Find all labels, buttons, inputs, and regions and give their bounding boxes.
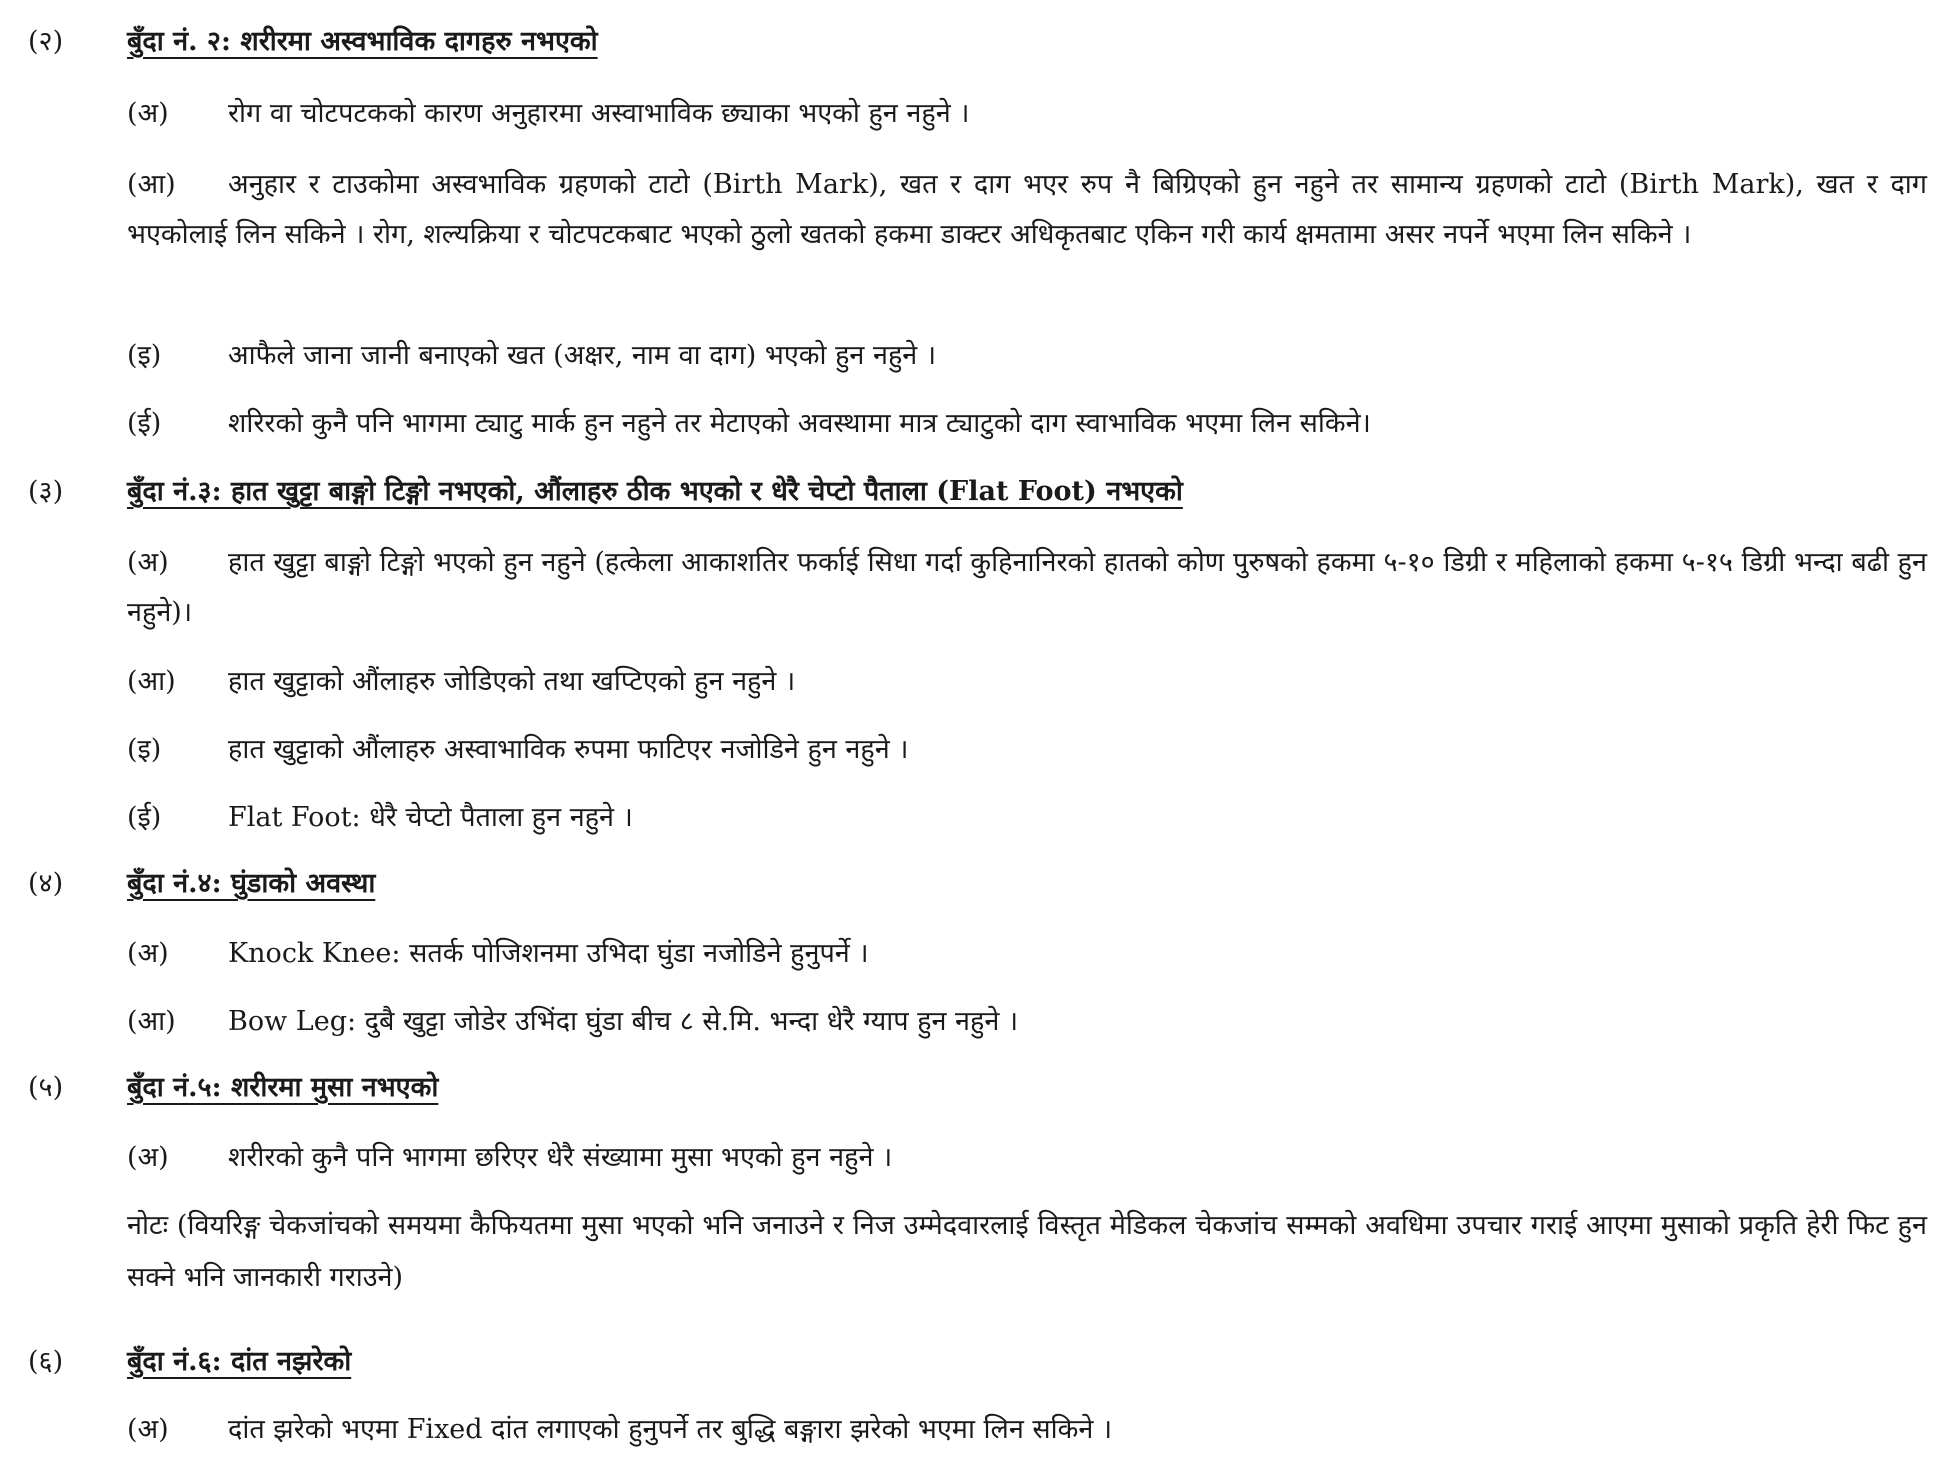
section-number: (२): [28, 26, 64, 57]
section-number: (६): [28, 1346, 64, 1377]
section-heading: [0, 1342, 1946, 1396]
item-text: हात खुट्टाको औंलाहरु अस्वाभाविक रुपमा फाटिएर नजोडिने हुन नहुने ।: [228, 734, 909, 765]
section-number: (५): [28, 1072, 64, 1103]
item-label: (अ): [127, 938, 169, 969]
item-label: (आ): [127, 666, 176, 697]
section-title: बुँदा नं. २: शरीरमा अस्वभाविक दागहरु नभएको: [127, 26, 598, 57]
item-text: शरीरको कुनै पनि भागमा छरिएर धेरै संख्यामा मुसा भएको हुन नहुने ।: [228, 1142, 893, 1173]
item-text: हात खुट्टाको औंलाहरु जोडिएको तथा खप्टिएको हुन नहुने ।: [228, 666, 796, 697]
item-text: Flat Foot: धेरै चेप्टो पैताला हुन नहुने ।: [228, 802, 633, 833]
item-label: (ई): [127, 408, 162, 439]
section-title: बुँदा नं.४: घुंडाको अवस्था: [127, 868, 376, 899]
item-label: (अ): [127, 98, 169, 129]
section-title: बुँदा नं.३: हात खुट्टा बाङ्गो टिङ्गो नभएको, औंलाहरु ठीक भएको र धेरै चेप्टो पैताला (Flat Foot) नभएको: [127, 476, 1183, 507]
item-text: हात खुट्टा बाङ्गो टिङ्गो भएको हुन नहुने (हत्केला आकाशतिर फर्काई सिधा गर्दा कुहिनानिरको हातको कोण पुरुषको हकमा ५-१० डिग्री र महिलाको हकमा ५-१५ डिग्री भन्दा बढी हुन नहुने)।: [127, 547, 1927, 628]
item-text: आफैले जाना जानी बनाएको खत (अक्षर, नाम वा दाग) भएको हुन नहुने ।: [228, 340, 937, 371]
section-number: (४): [28, 868, 64, 899]
item-text: दांत झरेको भएमा Fixed दांत लगाएको हुनुपर्ने तर बुद्धि बङ्गारा झरेको भएमा लिन सकिने ।: [228, 1414, 1113, 1445]
item-text: शरिरको कुनै पनि भागमा ट्याटु मार्क हुन नहुने तर मेटाएको अवस्थामा मात्र ट्याटुको दाग स्वाभाविक भएमा लिन सकिने।: [228, 408, 1371, 439]
section-title: बुँदा नं.६: दांत नझरेको: [127, 1346, 352, 1377]
item-label: (ई): [127, 802, 162, 833]
item-label: (आ): [127, 169, 176, 200]
item-text: अनुहार र टाउकोमा अस्वभाविक ग्रहणको टाटो (Birth Mark), खत र दाग भएर रुप नै बिग्रिएको हुन नहुने तर सामान्य ग्रहणको टाटो (Birth Mark), खत र दाग भएकोलाई लिन सकिने । रोग, शल्यक्रिया र चोटपटकबाट भएको ठुलो खतको हकमा डाक्टर अधिकृतबाट एकिन गरी कार्य क्षमतामा असर नपर्ने भएमा लिन सकिने ।: [127, 169, 1927, 250]
item-label: (इ): [127, 340, 162, 371]
list-item: [127, 160, 1927, 260]
list-item: [127, 538, 1927, 638]
item-label: (अ): [127, 1142, 169, 1173]
note-paragraph: नोटः (वियरिङ्ग चेकजांचको समयमा कैफियतमा मुसा भएको भनि जनाउने र निज उम्मेदवारलाई विस्तृत मेडिकल चेकजांच सम्मको अवधिमा उपचार गराई आएमा मुसाको प्रकृति हेरी फिट हुन सक्ने भनि जानकारी गराउने): [127, 1210, 1927, 1293]
item-label: (अ): [127, 547, 169, 578]
section-heading: [0, 1068, 1946, 1122]
section-heading: [0, 22, 1946, 76]
section-title: बुँदा नं.५: शरीरमा मुसा नभएको: [127, 1072, 439, 1103]
section-heading: [0, 864, 1946, 918]
item-text: Knock Knee: सतर्क पोजिशनमा उभिदा घुंडा नजोडिने हुनुपर्ने ।: [228, 938, 869, 969]
item-label: (आ): [127, 1006, 176, 1037]
item-text: Bow Leg: दुबै खुट्टा जोडेर उभिंदा घुंडा बीच ८ से.मि. भन्दा धेरै ग्याप हुन नहुने ।: [228, 1006, 1019, 1037]
section-number: (३): [28, 476, 64, 507]
item-label: (इ): [127, 734, 162, 765]
item-label: (अ): [127, 1414, 169, 1445]
section-heading: [0, 472, 1946, 526]
item-text: रोग वा चोटपटकको कारण अनुहारमा अस्वाभाविक छ्याका भएको हुन नहुने ।: [228, 98, 970, 129]
